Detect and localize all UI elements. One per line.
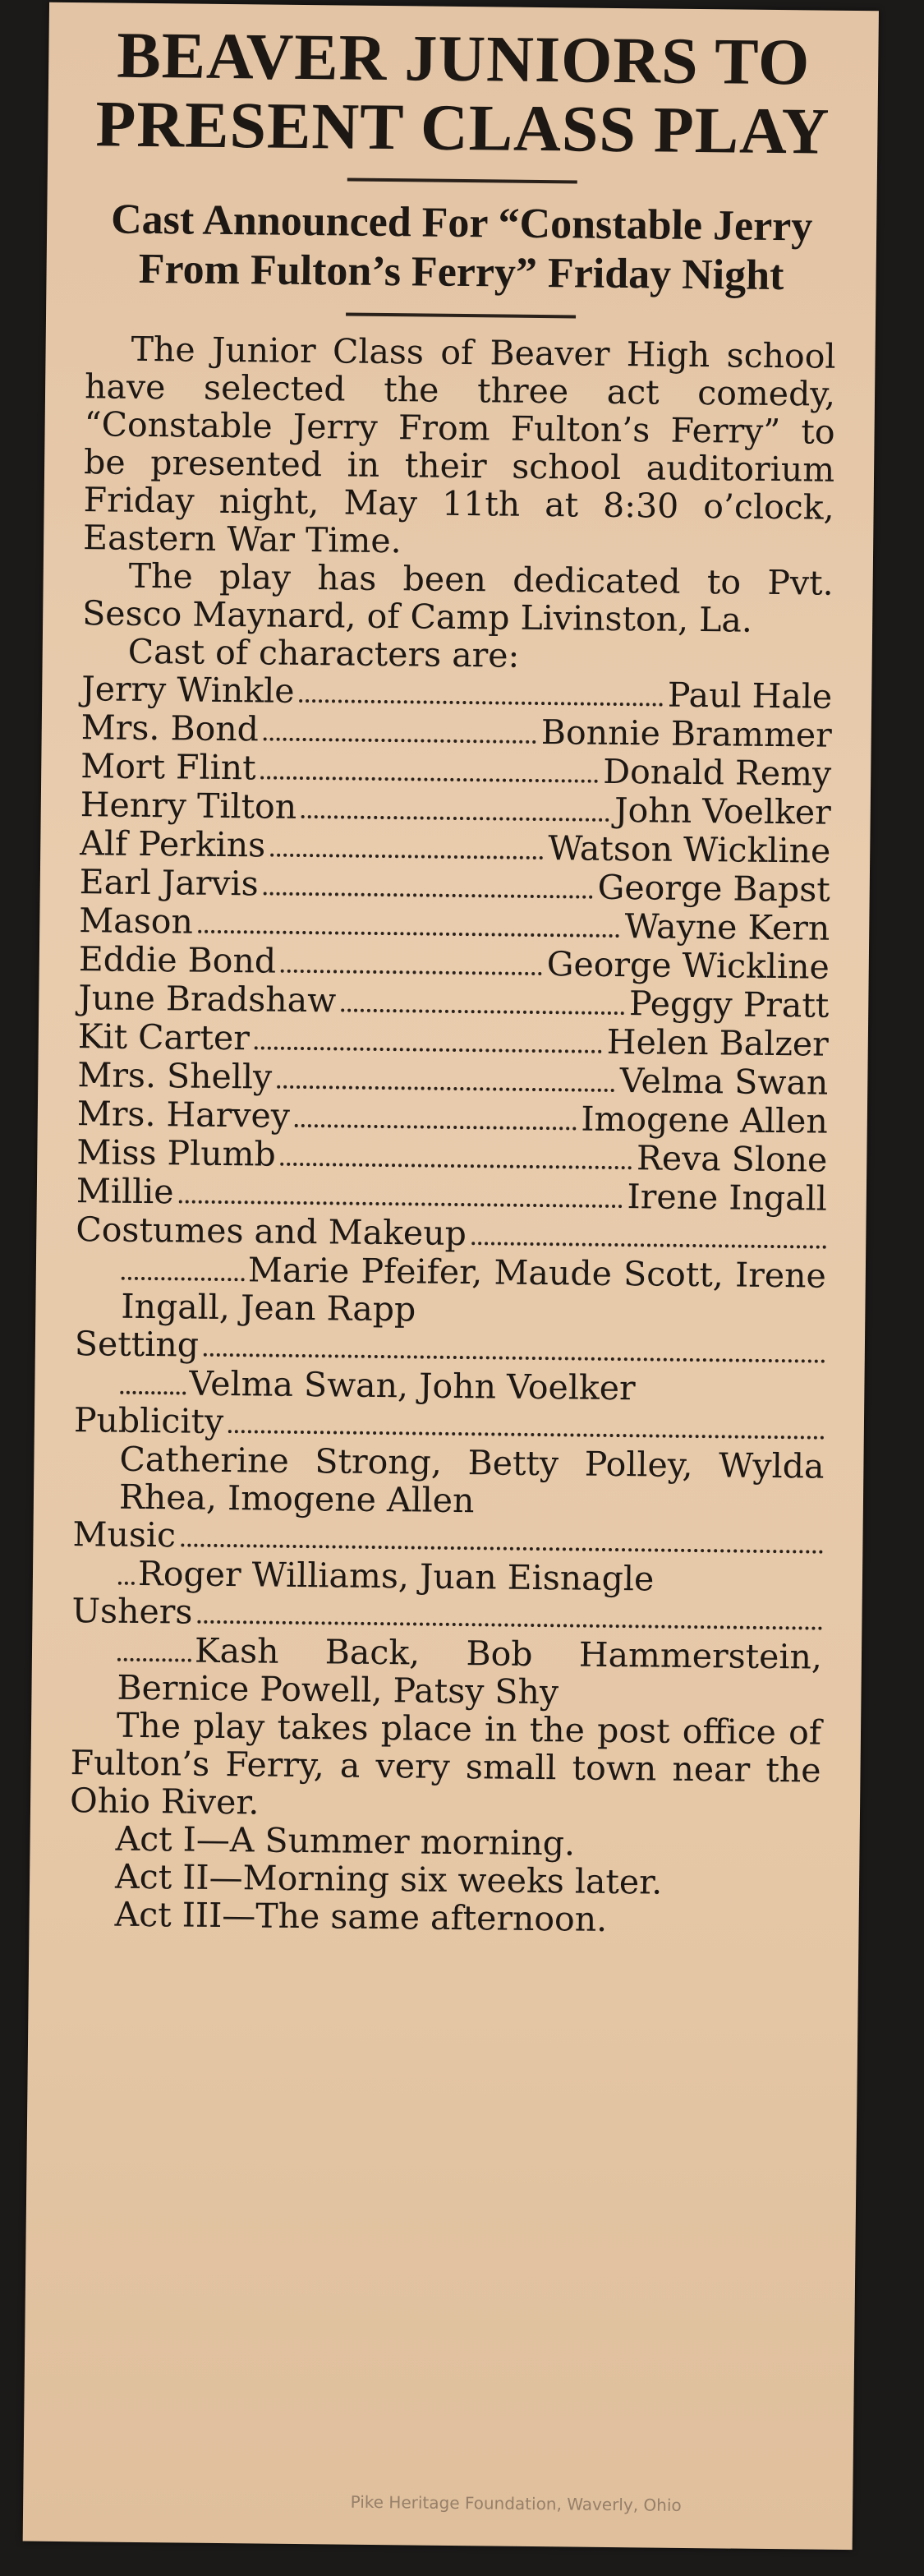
cast-list: [76, 670, 833, 1219]
cast-intro: Cast of characters are:: [127, 631, 520, 675]
rule-top: [347, 178, 577, 184]
cast-actor: John Voelker: [614, 790, 832, 832]
cast-actor: Bonnie Brammer: [540, 712, 832, 755]
cast-role: Mrs. Harvey: [76, 1094, 291, 1136]
cast-actor: Velma Swan: [619, 1061, 829, 1103]
cast-actor: George Wickline: [546, 944, 830, 987]
cast-role: Mort Flint: [80, 746, 256, 788]
dot-leader: [299, 699, 662, 707]
cast-role: Jerry Winkle: [81, 669, 295, 711]
dedication-paragraph: The play has been dedicated to Pvt. Sesco Maynard, of Camp Livinston, La.: [81, 555, 834, 640]
crew-names: [73, 1440, 825, 1523]
crew-names-text: Marie Pfeifer, Maude Scott, Irene Ingall, Jean Rapp: [121, 1250, 827, 1329]
cast-role: Millie: [76, 1171, 174, 1212]
dot-leader: [341, 1008, 624, 1015]
dot-leader: [264, 892, 593, 899]
crew-names-text: Velma Swan, John Voelker: [189, 1363, 636, 1408]
cast-role: June Bradshaw: [78, 978, 337, 1021]
dot-leader: [270, 854, 543, 859]
dot-leader: [281, 1163, 632, 1169]
crew-names-text: Roger Williams, Juan Eisnagle: [137, 1553, 655, 1599]
dot-leader: [228, 1430, 825, 1440]
cast-role: Kit Carter: [77, 1016, 251, 1058]
rule-bottom: [346, 313, 576, 319]
dot-leader: [281, 970, 542, 975]
dot-leader: [471, 1242, 827, 1249]
cast-actor: Helen Balzer: [606, 1021, 830, 1064]
crew-section: [71, 1210, 826, 1714]
dot-leader: [277, 1085, 615, 1092]
crew-heading: Costumes and Makeup: [76, 1210, 467, 1254]
dot-leader: [301, 815, 609, 822]
headline: BEAVER JUNIORS TO PRESENT CLASS PLAY: [95, 19, 830, 168]
watermark: Pike Heritage Foundation, Waverly, Ohio: [350, 2491, 682, 2515]
dot-leader: [122, 1277, 245, 1282]
act-line: Act II—Morning six weeks later.: [114, 1856, 663, 1902]
newspaper-clipping: [23, 2, 879, 2550]
deck-subheadline: Cast Announced For “Constable Jerry From Fulton’s Ferry” Friday Night: [110, 196, 813, 300]
cast-row: [76, 1133, 827, 1180]
crew-heading: Music: [72, 1514, 177, 1555]
dot-leader: [178, 1200, 622, 1208]
cast-actor: George Bapst: [597, 867, 831, 910]
intro-paragraph: The Junior Class of Beaver High school have selected the three act comedy, “Constable Jerry From Fulton’s Ferry” to be presented in their school auditorium Friday night, May 11th at 8:30 o’clock, Eastern War Time.: [82, 329, 836, 561]
cast-actor: Wayne Kern: [624, 906, 830, 948]
crew-names-text: Catherine Strong, Betty Polley, Wylda Rhea, Imogene Allen: [118, 1439, 825, 1521]
cast-actor: Reva Slone: [636, 1138, 828, 1180]
cast-role: Eddie Bond: [78, 939, 277, 981]
dot-leader: [117, 1658, 191, 1662]
dot-leader: [118, 1582, 135, 1585]
dot-leader: [295, 1124, 576, 1131]
dot-leader: [204, 1353, 825, 1363]
crew-names: [71, 1630, 822, 1714]
cast-role: Miss Plumb: [76, 1132, 277, 1174]
cast-actor: Watson Wickline: [548, 828, 831, 871]
crew-heading: Publicity: [73, 1400, 224, 1442]
crew-heading: Ushers: [71, 1591, 193, 1632]
cast-role: Earl Jarvis: [79, 862, 259, 904]
cast-role: Mrs. Bond: [80, 707, 260, 749]
cast-role: Alf Perkins: [80, 823, 266, 865]
crew-heading: Setting: [74, 1324, 200, 1365]
cast-role: Mrs. Shelly: [77, 1055, 273, 1097]
crew-names: [75, 1249, 826, 1333]
dot-leader: [181, 1543, 823, 1553]
dot-leader: [120, 1391, 186, 1395]
setting-paragraph: The play takes place in the post office of Fulton’s Ferry, a very small town near the Ohio River.: [69, 1705, 822, 1823]
cast-actor: Paul Hale: [667, 675, 833, 717]
dot-leader: [264, 737, 536, 743]
dot-leader: [198, 930, 620, 938]
cast-actor: Irene Ingall: [627, 1177, 828, 1219]
dot-leader: [255, 1046, 602, 1053]
crew-names-text: Kash Back, Bob Hammerstein, Bernice Powell, Patsy Shy: [117, 1630, 823, 1712]
act-line: Act I—A Summer morning.: [115, 1818, 576, 1864]
dot-leader: [260, 776, 598, 782]
cast-role: Henry Tilton: [80, 785, 297, 827]
cast-actor: Imogene Allen: [581, 1099, 829, 1141]
cast-actor: Peggy Pratt: [628, 984, 830, 1025]
cast-role: Mason: [79, 901, 194, 942]
cast-actor: Donald Remy: [603, 751, 832, 794]
dot-leader: [197, 1620, 822, 1630]
act-line: Act III—The same afternoon.: [114, 1894, 608, 1939]
